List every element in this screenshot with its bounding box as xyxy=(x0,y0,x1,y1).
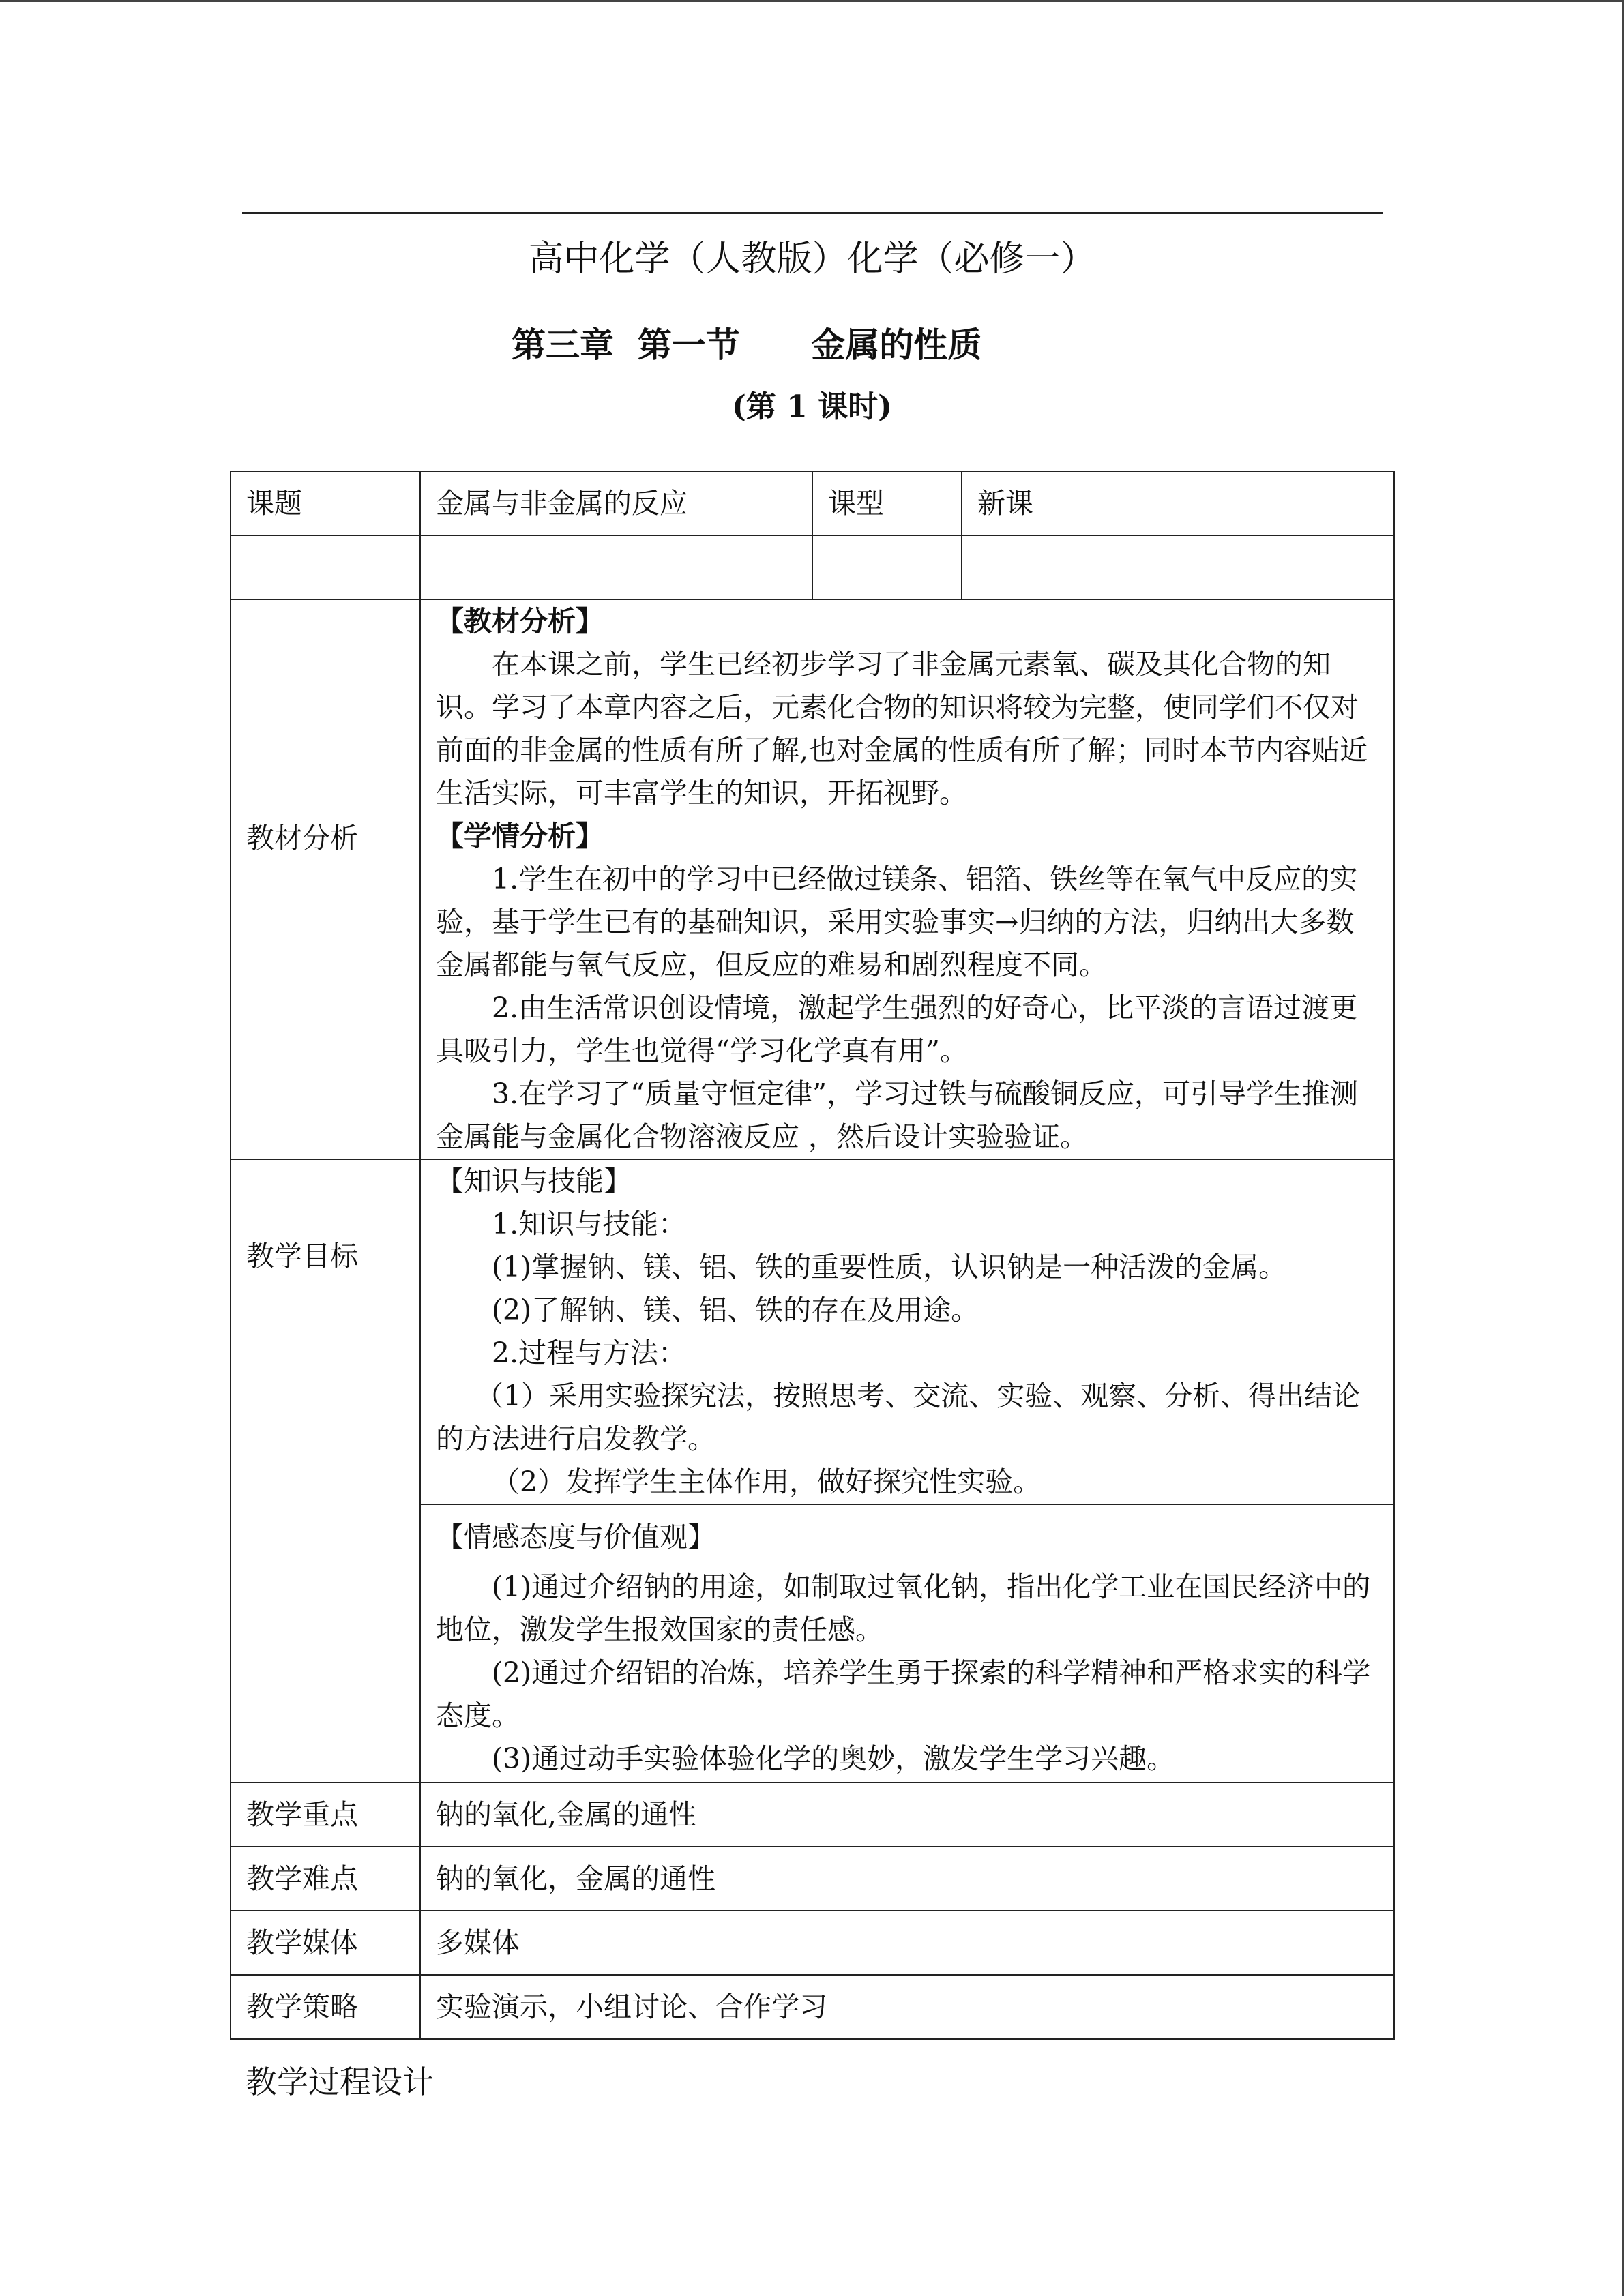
textbook-heading: 【教材分析】 xyxy=(436,605,604,638)
difficulty-row xyxy=(231,1847,1394,1911)
document-title: 高中化学（人教版）化学（必修一） xyxy=(528,239,1096,280)
analysis-label: 教材分析 xyxy=(246,822,358,854)
empty-cell xyxy=(812,535,962,599)
media-value: 多媒体 xyxy=(420,1911,1394,1975)
knowledge-item: （1）采用实验探究法，按照思考、交流、实验、观察、分析、得出结论的方法进行启发教学。 xyxy=(436,1380,1361,1455)
knowledge-item: (1)掌握钠、镁、铝、铁的重要性质，认识钠是一种活泼的金属。 xyxy=(492,1251,1287,1283)
type-value: 新课 xyxy=(962,471,1394,535)
topic-label: 课题 xyxy=(231,471,420,535)
students-heading: 【学情分析】 xyxy=(436,820,604,852)
emotion-item: (2)通过介绍铝的冶炼，培养学生勇于探索的科学精神和严格求实的科学态度。 xyxy=(436,1656,1371,1732)
topic-row xyxy=(231,471,1394,535)
page-frame-top xyxy=(0,0,1624,2)
chapter-subtitle: 第三章 第一节 金属的性质 xyxy=(512,325,982,365)
key-row xyxy=(231,1783,1394,1847)
difficulty-label: 教学难点 xyxy=(231,1847,420,1911)
analysis-row xyxy=(231,599,1394,1159)
empty-cell xyxy=(231,535,420,599)
emotion-item: (1)通过介绍钠的用途，如制取过氧化钠，指出化学工业在国民经济中的地位，激发学生报效国家的责任感。 xyxy=(436,1570,1371,1646)
strategy-value: 实验演示，小组讨论、合作学习 xyxy=(420,1975,1394,2039)
knowledge-item: (2)了解钠、镁、铝、铁的存在及用途。 xyxy=(492,1294,979,1326)
lesson-number: (第 1 课时) xyxy=(732,389,892,424)
strategy-row xyxy=(231,1975,1394,2039)
objectives-label-cell xyxy=(231,1159,420,1783)
students-point: 1.学生在初中的学习中已经做过镁条、铝箔、铁丝等在氧气中反应的实验，基于学生已有的基础知识，采用实验事实→归纳的方法，归纳出大多数金属都能与氧气反应，但反应的难易和剧烈程度不同。 xyxy=(436,863,1358,981)
emotion-item: (3)通过动手实验体验化学的奥妙，激发学生学习兴趣。 xyxy=(492,1742,1175,1775)
students-point: 3.在学习了“质量守恒定律”，学习过铁与硫酸铜反应，可引导学生推测金属能与金属化合物溶液反应 ，然后设计实验验证。 xyxy=(436,1077,1359,1153)
knowledge-item: （2）发挥学生主体作用，做好探究性实验。 xyxy=(492,1465,1042,1498)
textbook-text: 在本课之前，学生已经初步学习了非金属元素氧、碳及其化合物的知识。学习了本章内容之后，元素化合物的知识将较为完整，使同学们不仅对前面的非金属的性质有所了解,也对金属的性质有所了解；同时本节内容贴近生活实际，可丰富学生的知识，开拓视野。 xyxy=(436,648,1368,809)
process-design-label: 教学过程设计 xyxy=(246,2063,434,2100)
empty-row xyxy=(231,535,1394,599)
emotion-content xyxy=(420,1504,1394,1783)
header-rule xyxy=(242,212,1383,214)
lesson-plan-table xyxy=(230,471,1395,2040)
key-label: 教学重点 xyxy=(231,1783,420,1847)
knowledge-heading: 【知识与技能】 xyxy=(436,1165,632,1197)
knowledge-content xyxy=(420,1159,1394,1504)
objectives-label: 教学目标 xyxy=(246,1240,358,1272)
analysis-label-cell xyxy=(231,599,420,1159)
analysis-content xyxy=(420,599,1394,1159)
knowledge-item: 2.过程与方法： xyxy=(492,1337,687,1369)
knowledge-item: 1.知识与技能： xyxy=(492,1208,687,1240)
topic-value: 金属与非金属的反应 xyxy=(420,471,812,535)
emotion-heading: 【情感态度与价值观】 xyxy=(436,1521,715,1553)
media-row xyxy=(231,1911,1394,1975)
objectives-row xyxy=(231,1159,1394,1504)
empty-cell xyxy=(420,535,812,599)
key-value: 钠的氧化,金属的通性 xyxy=(420,1783,1394,1847)
empty-cell xyxy=(962,535,1394,599)
difficulty-value: 钠的氧化，金属的通性 xyxy=(420,1847,1394,1911)
type-label: 课型 xyxy=(812,471,962,535)
students-point: 2.由生活常识创设情境，激起学生强烈的好奇心，比平淡的言语过渡更具吸引力，学生也觉得“学习化学真有用”。 xyxy=(436,992,1358,1067)
media-label: 教学媒体 xyxy=(231,1911,420,1975)
strategy-label: 教学策略 xyxy=(231,1975,420,2039)
